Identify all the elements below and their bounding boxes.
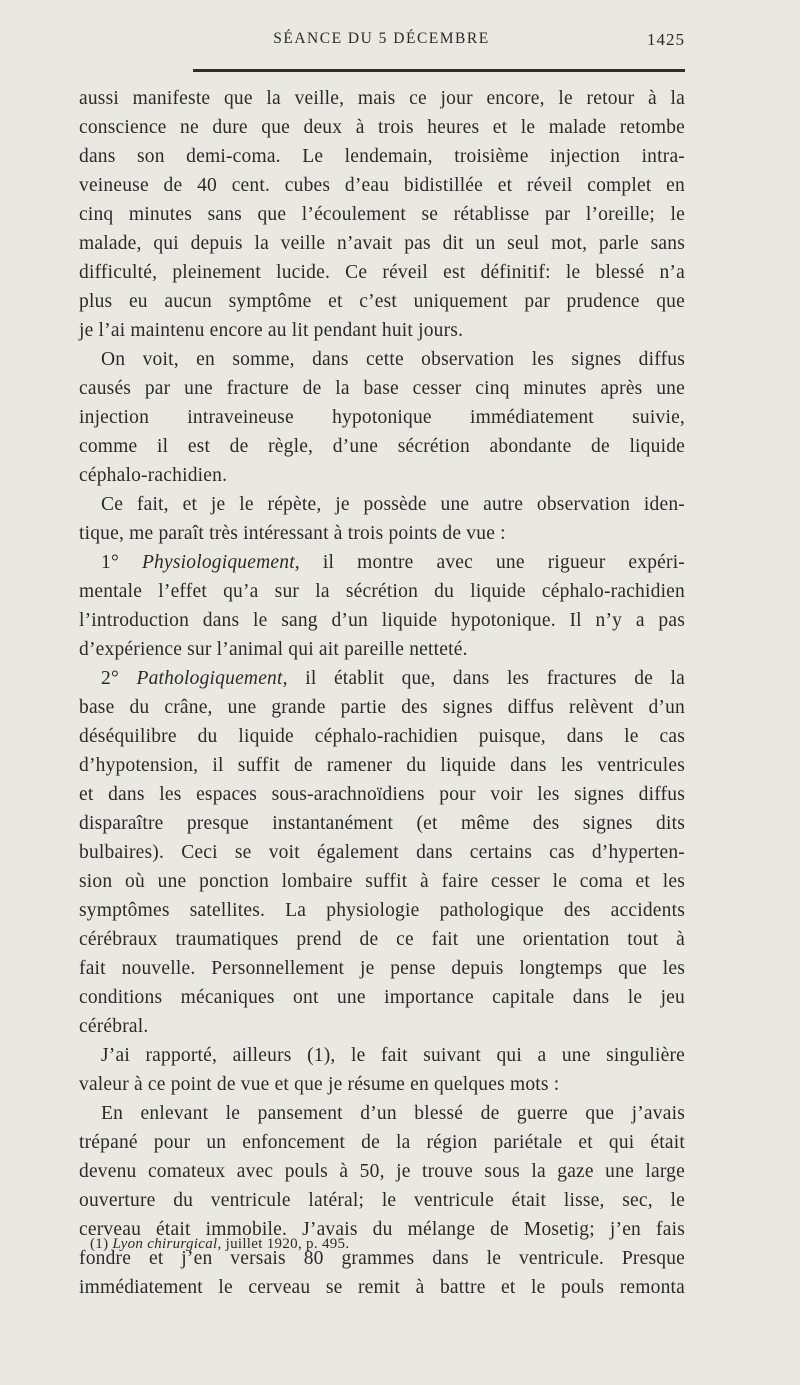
text-line — [79, 287, 685, 316]
line-text: dans son demi-coma. Le lendemain, troisième injection intra- — [79, 146, 685, 167]
line-text: céphalo-rachidien. — [79, 465, 228, 486]
text-line — [79, 693, 685, 722]
line-text: sion où une ponction lombaire suffit à faire cesser le coma et les — [79, 871, 685, 892]
text-line — [79, 1099, 685, 1128]
line-text: plus eu aucun symptôme et c’est uniquement par prudence que — [79, 291, 685, 312]
line-text: malade, qui depuis la veille n’avait pas dit un seul mot, parle sans — [79, 233, 685, 254]
line-text: il établit que, dans les fractures de la — [287, 668, 685, 689]
list-number: 1° — [101, 552, 142, 573]
line-text: veineuse de 40 cent. cubes d’eau bidistillée et réveil complet en — [79, 175, 685, 196]
text-line — [79, 1273, 685, 1302]
line-text: base du crâne, une grande partie des signes diffus relèvent d’un — [79, 697, 685, 718]
italic-term: Physiologiquement, — [141, 552, 300, 573]
line-text: d’expérience sur l’animal qui ait pareille netteté. — [79, 639, 468, 660]
text-line — [79, 809, 685, 838]
line-text: cérébraux traumatiques prend de ce fait une orientation tout à — [79, 929, 685, 950]
body-text — [79, 84, 685, 1302]
text-line — [79, 751, 685, 780]
footnote — [90, 1236, 349, 1253]
line-text: cerveau était immobile. J’avais du mélange de Mosetig; j’en fais — [79, 1219, 685, 1240]
text-line — [79, 925, 685, 954]
line-text: l’introduction dans le sang d’un liquide hypotonique. Il n’y a pas — [79, 610, 685, 631]
line-text: disparaître presque instantanément (et même des signes dits — [79, 813, 685, 834]
line-text: immédiatement le cerveau se remit à battre et le pouls remonta — [79, 1277, 685, 1298]
line-text: bulbaires). Ceci se voit également dans certains cas d’hyperten- — [79, 842, 685, 863]
text-line — [79, 635, 685, 664]
text-line — [79, 171, 685, 200]
page-number: 1425 — [647, 30, 685, 49]
line-text: causés par une fracture de la base cesser cinq minutes après une — [79, 378, 685, 399]
text-line — [79, 1070, 685, 1099]
footnote-source: Lyon chirurgical, — [112, 1236, 222, 1252]
text-line — [79, 374, 685, 403]
line-text: On voit, en somme, dans cette observation les signes diffus — [101, 349, 685, 370]
line-text: valeur à ce point de vue et que je résume en quelques mots : — [79, 1074, 560, 1095]
footnote-rest: juillet 1920, p. 495. — [221, 1236, 350, 1252]
text-line — [79, 345, 685, 374]
text-line — [79, 1157, 685, 1186]
line-text: conscience ne dure que deux à trois heures et le malade retombe — [79, 117, 685, 138]
text-line — [79, 896, 685, 925]
text-line — [79, 113, 685, 142]
text-line — [79, 983, 685, 1012]
text-line — [79, 432, 685, 461]
line-text: et dans les espaces sous-arachnoïdiens pour voir les signes diffus — [79, 784, 685, 805]
text-line — [79, 722, 685, 751]
line-text: J’ai rapporté, ailleurs (1), le fait suivant qui a une singulière — [101, 1045, 685, 1066]
text-line — [79, 664, 685, 693]
line-text: comme il est de règle, d’une sécrétion abondante de liquide — [79, 436, 685, 457]
line-text: cérébral. — [79, 1016, 149, 1037]
line-text: fait nouvelle. Personnellement je pense depuis longtemps que les — [79, 958, 685, 979]
line-text: trépané pour un enfoncement de la région pariétale et qui était — [79, 1132, 685, 1153]
footnote-marker: (1) — [90, 1236, 113, 1252]
text-line — [79, 606, 685, 635]
text-line — [79, 200, 685, 229]
text-line — [79, 867, 685, 896]
header-rule — [193, 69, 685, 72]
line-text: injection intraveineuse hypotonique immédiatement suivie, — [79, 407, 685, 428]
list-number: 2° — [101, 668, 137, 689]
text-line — [79, 229, 685, 258]
line-text: devenu comateux avec pouls à 50, je trouve sous la gaze une large — [79, 1161, 685, 1182]
text-line — [79, 780, 685, 809]
text-line — [79, 142, 685, 171]
line-text: mentale l’effet qu’a sur la sécrétion du liquide céphalo-rachidien — [79, 581, 685, 602]
line-text: déséquilibre du liquide céphalo-rachidien puisque, dans le cas — [79, 726, 685, 747]
running-header — [78, 30, 685, 54]
header-title: SÉANCE DU 5 DÉCEMBRE — [273, 30, 490, 47]
line-text: aussi manifeste que la veille, mais ce jour encore, le retour à la — [79, 88, 685, 109]
line-text: cinq minutes sans que l’écoulement se rétablisse par l’oreille; le — [79, 204, 685, 225]
text-line — [79, 1186, 685, 1215]
line-text: tique, me paraît très intéressant à trois points de vue : — [79, 523, 506, 544]
text-line — [79, 1012, 685, 1041]
line-text: difficulté, pleinement lucide. Ce réveil est définitif: le blessé n’a — [79, 262, 685, 283]
line-text: symptômes satellites. La physiologie pathologique des accidents — [79, 900, 685, 921]
text-line — [79, 490, 685, 519]
text-line — [79, 258, 685, 287]
line-text: d’hypotension, il suffit de ramener du liquide dans les ventricules — [79, 755, 685, 776]
text-line — [79, 84, 685, 113]
text-line — [79, 403, 685, 432]
text-line — [79, 954, 685, 983]
text-line — [79, 838, 685, 867]
line-text: ouverture du ventricule latéral; le ventricule était lisse, sec, le — [79, 1190, 685, 1211]
italic-term: Pathologiquement, — [136, 668, 288, 689]
line-text: je l’ai maintenu encore au lit pendant huit jours. — [79, 320, 464, 341]
text-line — [79, 1128, 685, 1157]
line-text: fondre et j’en versais 80 grammes dans le ventricule. Presque — [79, 1248, 685, 1269]
line-text: En enlevant le pansement d’un blessé de guerre que j’avais — [101, 1103, 685, 1124]
text-line — [79, 519, 685, 548]
text-line — [79, 461, 685, 490]
line-text: Ce fait, et je le répète, je possède une autre observation iden- — [101, 494, 685, 515]
text-line — [79, 548, 685, 577]
text-line — [79, 1041, 685, 1070]
text-line — [79, 316, 685, 345]
line-text: il montre avec une rigueur expéri- — [299, 552, 686, 573]
line-text: conditions mécaniques ont une importance capitale dans le jeu — [79, 987, 685, 1008]
text-line — [79, 577, 685, 606]
